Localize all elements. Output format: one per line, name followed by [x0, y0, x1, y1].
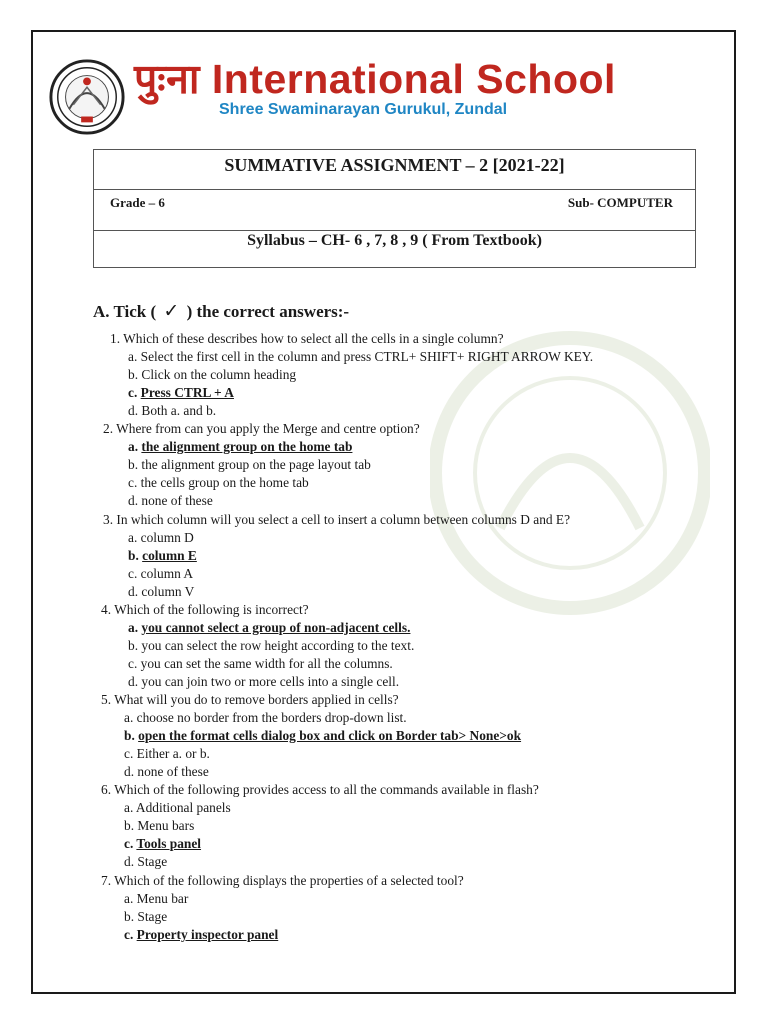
grade-label: Grade – 6 [110, 195, 165, 210]
question-text: 5. What will you do to remove borders applied in cells? [101, 692, 399, 707]
option-correct [124, 728, 521, 744]
option-text: Select the first cell in the column and press CTRL+ SHIFT+ RIGHT ARROW KEY. [140, 349, 594, 365]
option-text: you can join two or more cells into a single cell. [141, 673, 400, 689]
option [128, 674, 399, 690]
option-label: c. [124, 926, 137, 942]
option-text: Additional panels [135, 800, 231, 816]
option-text: Tools panel [136, 836, 202, 852]
option [128, 349, 593, 365]
section-title-prefix: A. Tick ( [93, 302, 157, 321]
option [128, 584, 194, 600]
option [128, 656, 393, 672]
option-correct [124, 836, 201, 852]
option-label: a. [128, 529, 141, 545]
school-name [134, 50, 616, 106]
option-text: the alignment group on the page layout tab [141, 457, 371, 473]
option [128, 638, 414, 654]
option-text: none of these [141, 493, 213, 509]
option-text: Stage [137, 908, 168, 924]
option-label: d. [128, 583, 142, 599]
option-correct [128, 385, 234, 401]
school-name-devanagari: पुःना [134, 55, 200, 103]
syllabus-label: Syllabus – CH- 6 , 7, 8 , 9 ( From Textbook) [247, 232, 542, 249]
option [128, 457, 371, 473]
option-label: c. [128, 565, 141, 581]
option-correct [128, 439, 352, 455]
school-subtitle: Shree Swaminarayan Gurukul, Zundal [219, 101, 508, 118]
option-text: Press CTRL + A [140, 385, 234, 401]
option-text: column E [142, 547, 197, 563]
option [124, 818, 194, 834]
option-text: column V [141, 583, 195, 599]
option-label: b. [124, 728, 139, 744]
option [128, 475, 309, 491]
question-text: 4. Which of the following is incorrect? [101, 601, 309, 617]
option [124, 746, 210, 762]
option-text: Click on the column heading [141, 367, 297, 383]
option-label: c. [128, 655, 141, 671]
option-label: c. [128, 475, 141, 491]
option-label: a. [128, 349, 141, 365]
grade-subject-row [94, 190, 695, 231]
option-label: b. [128, 457, 142, 473]
option-text: choose no border from the borders drop-down list. [136, 710, 407, 726]
option-label: d. [128, 403, 142, 419]
option [128, 367, 296, 383]
option-text: Property inspector panel [136, 926, 279, 942]
subject-label: Sub- COMPUTER [567, 195, 673, 210]
option-text: open the format cells dialog box and click on Border tab> None>ok [138, 728, 522, 744]
school-logo-icon [48, 58, 126, 136]
option-label: c. [128, 385, 141, 401]
option [124, 710, 407, 726]
option-text: none of these [137, 764, 209, 780]
option-text: the alignment group on the home tab [141, 439, 353, 455]
option-label: b. [124, 908, 138, 924]
option [124, 909, 167, 925]
option-correct [124, 927, 278, 943]
option [128, 403, 216, 419]
option-text: Menu bar [136, 890, 189, 906]
question-text: 1. Which of these describes how to select all the cells in a single column? [110, 331, 504, 346]
assignment-info-table [93, 149, 696, 268]
option [124, 764, 209, 780]
option-label: d. [124, 764, 138, 780]
option-text: you can set the same width for all the columns. [140, 655, 393, 671]
option-label: d. [128, 673, 142, 689]
option-label: a. [128, 439, 142, 455]
option-text: Menu bars [137, 818, 195, 834]
option-label: b. [128, 637, 142, 653]
option-label: b. [124, 818, 138, 834]
option-text: column A [140, 565, 194, 581]
question-text: 6. Which of the following provides access to all the commands available in flash? [101, 782, 539, 798]
option [128, 566, 193, 582]
option-label: a. [124, 800, 136, 816]
option-label: c. [124, 746, 137, 762]
question-text: 7. Which of the following displays the properties of a selected tool? [101, 872, 464, 888]
section-title-suffix: ) the correct answers:- [186, 302, 350, 321]
watermark-emblem-icon [430, 268, 710, 678]
option [124, 800, 231, 816]
option-label: a. [124, 710, 137, 726]
option-text: column D [140, 529, 194, 545]
option-label: b. [128, 547, 143, 563]
option-text: you cannot select a group of non-adjacent cells. [141, 619, 411, 635]
option-label: d. [124, 854, 138, 870]
option [124, 891, 188, 907]
option [128, 493, 213, 509]
question-text: 3. In which column will you select a cell to insert a column between columns D and E? [103, 511, 571, 527]
option-label: d. [128, 493, 142, 509]
school-name-latin: International School [211, 56, 616, 102]
option-text: the cells group on the home tab [140, 475, 309, 491]
option-text: Stage [137, 854, 168, 870]
option-text: Either a. or b. [136, 746, 210, 762]
question-text: 2. Where from can you apply the Merge and centre option? [103, 421, 420, 437]
option-correct [128, 548, 197, 564]
option-label: a. [124, 890, 137, 906]
check-icon: ✓ [163, 300, 180, 322]
option-label: b. [128, 367, 142, 383]
section-a-title [93, 300, 349, 322]
option-correct [128, 620, 410, 636]
option-label: a. [128, 619, 142, 635]
option [128, 530, 194, 546]
assignment-title: SUMMATIVE ASSIGNMENT – 2 [2021-22] [94, 150, 695, 190]
option-label: c. [124, 836, 137, 852]
option-text: Both a. and b. [141, 403, 217, 419]
option [124, 854, 167, 870]
option-text: you can select the row height according to the text. [141, 637, 415, 653]
